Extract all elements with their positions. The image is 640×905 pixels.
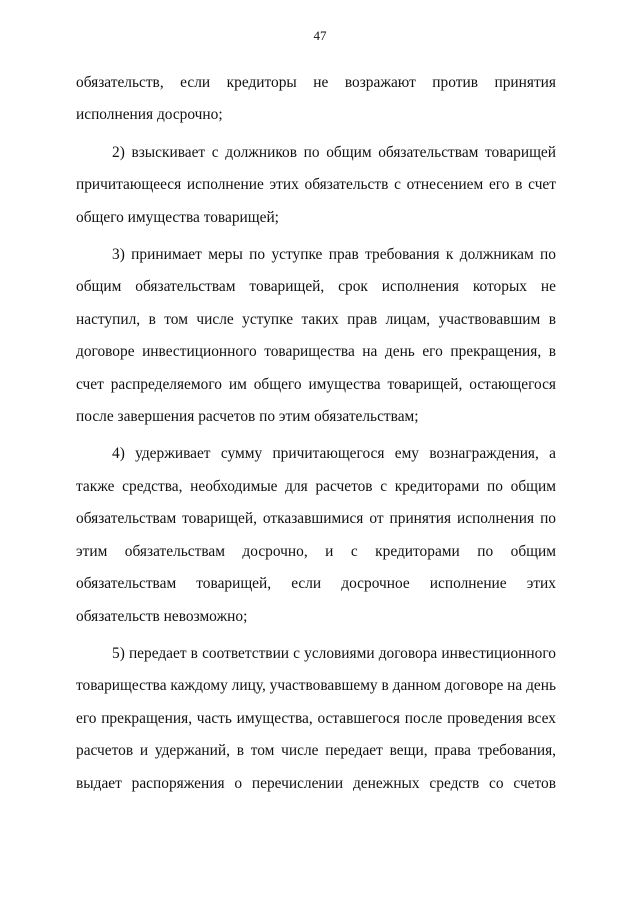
document-body bbox=[76, 67, 556, 805]
paragraph-item-4: 4) удерживает сумму причитающегося ему вознаграждения, а также средства, необходимые для расчетов с кредиторами по общим обязательствам товарищей, отказавшимися от принятия исполнения по этим обязательствам досрочно, и с кредиторами по общим обязательствам товарищей, если досрочное исполнение этих обязательств невозможно; bbox=[76, 445, 556, 625]
paragraph-continuation: обязательств, если кредиторы не возражают против принятия исполнения досрочно; bbox=[76, 74, 556, 124]
paragraph-item-5: 5) передает в соответствии с условиями договора инвестиционного товарищества каждому лицу, участвовавшему в данном договоре на день его прекращения, часть имущества, оставшегося после проведения всех расчетов и удержаний, в том числе передает вещи, права требования, выдает распоряжения о перечислении денежных средств со счетов bbox=[76, 644, 556, 792]
paragraph-item-3: 3) принимает меры по уступке прав требования к должникам по общим обязательствам товарищей, срок исполнения которых не наступил, в том числе уступке таких прав лицам, участвовавшим в договоре инвестиционного товарищества на день его прекращения, в счет распределяемого им общего имущества товарищей, остающегося после завершения расчетов по этим обязательствам; bbox=[76, 246, 556, 426]
paragraph-item-2: 2) взыскивает с должников по общим обязательствам товарищей причитающееся исполнение этих обязательств с отнесением его в счет общего имущества товарищей; bbox=[76, 143, 556, 226]
page-number: 47 bbox=[313, 28, 327, 43]
